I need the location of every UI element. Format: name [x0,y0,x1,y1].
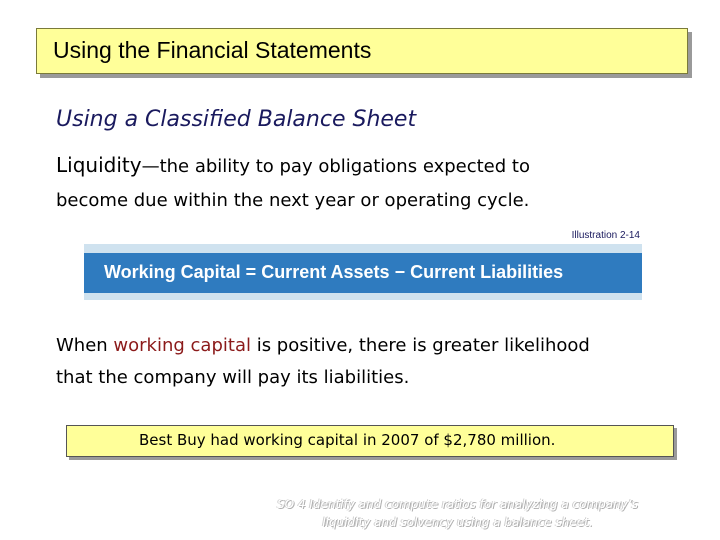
liquidity-definition-line1 [56,153,530,177]
best-buy-note-box [66,425,674,457]
formula-bar [84,253,642,293]
liquidity-definition-line2: become due within the next year or operating cycle. [56,190,530,211]
title-box [36,28,688,74]
paragraph-continuation: is positive, there is greater likelihood [250,335,590,356]
liquidity-definition-text: —the ability to pay obligations expected to [141,156,530,177]
best-buy-note: Best Buy had working capital in 2007 of $2,780 million. [139,431,556,449]
illustration-label: Illustration 2-14 [571,230,640,241]
paragraph-lead: When [56,335,114,356]
footer-line2: liquidity and solvency using a balance sheet. [322,515,593,529]
liquidity-term: Liquidity [56,153,142,177]
study-objective-footer [200,495,715,531]
working-capital-formula: Working Capital = Current Assets − Current Liabilities [104,262,564,282]
section-heading: Using a Classified Balance Sheet [56,107,417,132]
working-capital-formula-box [84,244,642,300]
working-capital-paragraph-line2: that the company will pay its liabilities. [56,367,410,388]
working-capital-paragraph-line1 [56,335,590,356]
working-capital-term: working capital [113,335,251,356]
slide-title: Using the Financial Statements [53,37,372,63]
footer-line1: SO 4 Identify and compute ratios for analyzing a company’s [277,497,638,511]
